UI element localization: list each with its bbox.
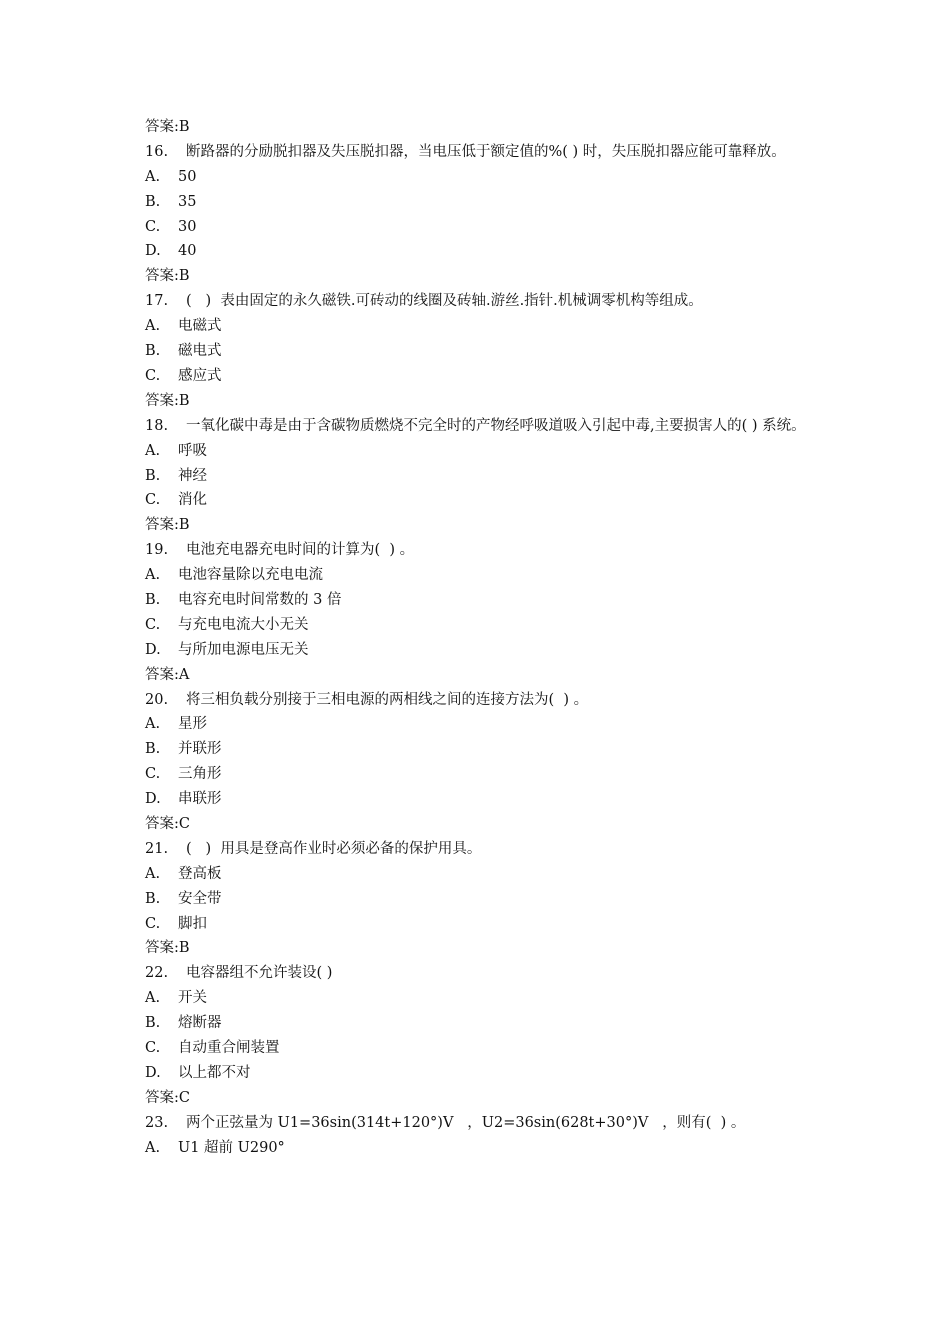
option-letter: C. [145, 218, 161, 235]
option-letter: A. [145, 567, 161, 584]
option-line [145, 563, 825, 588]
question-number: 18. [145, 417, 169, 434]
question-line [145, 538, 825, 563]
option-line [145, 887, 825, 912]
option-letter: B. [145, 343, 161, 360]
option-letter: C. [145, 616, 161, 633]
option-line [145, 215, 825, 240]
option-letter: B. [145, 1015, 161, 1032]
answer-line: 答案:B [145, 119, 190, 135]
question-text: 两个正弦量为 U1=36sin(314t+120°)V ，U2=36sin(628t+30°)V ，则有( ) 。 [186, 1114, 746, 1131]
option-line [145, 165, 825, 190]
question-text: 电池充电器充电时间的计算为( ) 。 [186, 542, 415, 559]
option-line [145, 986, 825, 1011]
option-line [145, 314, 825, 339]
question-text: ( ) 表由固定的永久磁铁.可砖动的线圈及砖轴.游丝.指针.机械调零机构等组成。 [186, 293, 703, 310]
option-line [145, 239, 825, 264]
option-text: 感应式 [178, 367, 222, 384]
option-letter: A. [145, 865, 161, 882]
question-text: 电容器组不允许装设( ) [186, 965, 333, 982]
option-line [145, 190, 825, 215]
option-line [145, 464, 825, 489]
option-text: 磁电式 [178, 343, 222, 360]
option-letter: A. [145, 716, 161, 733]
option-line [145, 912, 825, 937]
option-text: 开关 [178, 990, 207, 1007]
option-line [145, 787, 825, 812]
option-letter: D. [145, 641, 161, 658]
option-text: 自动重合闸装置 [178, 1039, 280, 1056]
option-text: 50 [178, 168, 197, 185]
option-line [145, 613, 825, 638]
option-line [145, 439, 825, 464]
question-line [145, 837, 825, 862]
option-line [145, 712, 825, 737]
option-letter: A. [145, 168, 161, 185]
question-number: 22. [145, 965, 169, 982]
option-text: 与充电电流大小无关 [178, 616, 309, 633]
option-letter: A. [145, 1139, 161, 1156]
option-line [145, 588, 825, 613]
question-text: ( ) 用具是登高作业时必须必备的保护用具。 [186, 840, 482, 857]
question-text: 断路器的分励脱扣器及失压脱扣器，当电压低于额定值的%( ) 时，失压脱扣器应能可靠释放。 [186, 143, 786, 160]
option-line [145, 364, 825, 389]
option-text: 消化 [178, 492, 207, 509]
answer-line: 答案:C [145, 1089, 190, 1106]
question-number: 20. [145, 691, 169, 708]
option-text: 40 [178, 243, 197, 260]
option-text: 电容充电时间常数的 3 倍 [178, 591, 342, 608]
option-line [145, 737, 825, 762]
option-text: 电磁式 [178, 318, 222, 335]
option-text: 三角形 [178, 766, 222, 783]
option-text: 35 [178, 193, 197, 210]
exam-content [145, 115, 825, 1160]
question-text: 将三相负载分别接于三相电源的两相线之间的连接方法为( ) 。 [186, 691, 589, 708]
option-text: 与所加电源电压无关 [178, 641, 309, 658]
option-letter: A. [145, 318, 161, 335]
option-line [145, 1136, 825, 1161]
question-line [145, 961, 825, 986]
option-line [145, 762, 825, 787]
answer-line: 答案:B [145, 940, 190, 957]
option-text: 星形 [178, 716, 207, 733]
option-letter: D. [145, 1064, 161, 1081]
question-line [145, 688, 825, 713]
answer-line: 答案:B [145, 268, 190, 285]
option-letter: B. [145, 741, 161, 758]
option-text: 电池容量除以充电电流 [178, 567, 323, 584]
question-line [145, 140, 825, 165]
option-line [145, 339, 825, 364]
option-letter: C. [145, 492, 161, 509]
option-letter: A. [145, 990, 161, 1007]
option-line [145, 638, 825, 663]
option-letter: C. [145, 766, 161, 783]
option-text: U1 超前 U290° [178, 1139, 285, 1156]
option-text: 以上都不对 [178, 1064, 251, 1081]
answer-line: 答案:A [145, 666, 190, 683]
option-text: 脚扣 [178, 915, 207, 932]
option-text: 30 [178, 218, 197, 235]
question-number: 23. [145, 1114, 169, 1131]
answer-line: 答案:B [145, 517, 190, 534]
question-number: 19. [145, 542, 169, 559]
option-text: 呼吸 [178, 442, 207, 459]
option-line [145, 1036, 825, 1061]
question-number: 17. [145, 293, 169, 310]
option-text: 神经 [178, 467, 207, 484]
option-line [145, 862, 825, 887]
option-line [145, 488, 825, 513]
option-letter: C. [145, 915, 161, 932]
option-letter: B. [145, 890, 161, 907]
question-number: 16. [145, 143, 169, 160]
option-line [145, 1061, 825, 1086]
question-number: 21. [145, 840, 169, 857]
option-letter: B. [145, 591, 161, 608]
option-text: 并联形 [178, 741, 222, 758]
option-letter: D. [145, 791, 161, 808]
question-line [145, 1111, 825, 1136]
option-letter: C. [145, 1039, 161, 1056]
option-letter: D. [145, 243, 161, 260]
answer-line: 答案:C [145, 815, 190, 832]
option-text: 安全带 [178, 890, 222, 907]
option-text: 熔断器 [178, 1015, 222, 1032]
option-line [145, 1011, 825, 1036]
question-line [145, 414, 825, 439]
option-letter: C. [145, 367, 161, 384]
option-letter: A. [145, 442, 161, 459]
option-letter: B. [145, 467, 161, 484]
option-letter: B. [145, 193, 161, 210]
answer-line: 答案:B [145, 392, 190, 409]
option-text: 串联形 [178, 791, 222, 808]
question-text: 一氧化碳中毒是由于含碳物质燃烧不完全时的产物经呼吸道吸入引起中毒,主要损害人的( ) 系统。 [186, 417, 806, 434]
option-text: 登高板 [178, 865, 222, 882]
question-line [145, 289, 825, 314]
